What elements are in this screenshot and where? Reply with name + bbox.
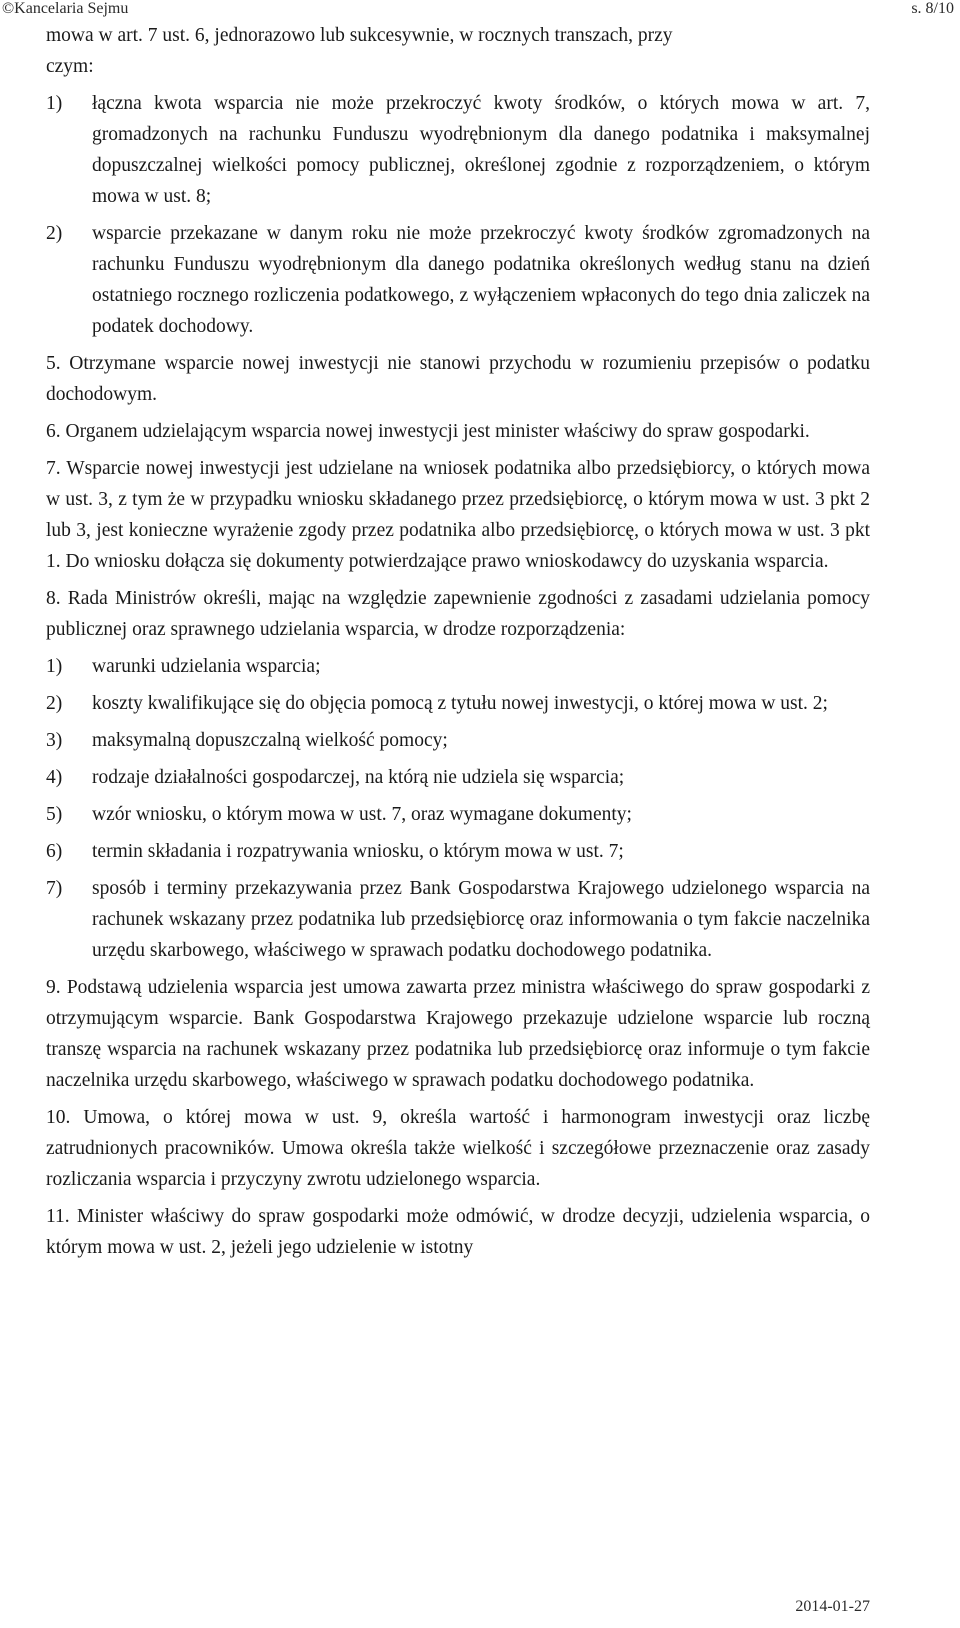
list-item (46, 799, 870, 830)
item-text: łączna kwota wsparcia nie może przekroczyć kwoty środków, o których mowa w art. 7, gromadzonych na rachunku Funduszu wyodrębnionym dla danego podatnika i maksymalnej dopuszczalnej wielkości pomocy publicznej, określonej zgodnie z rozporządzeniem, o którym mowa w ust. 8; (92, 93, 870, 207)
list-item (46, 836, 870, 867)
paragraph-text: Wsparcie nowej inwestycji jest udzielane na wniosek podatnika albo przedsiębiorcy, o których mowa w ust. 3, z tym że w przypadku wniosku składanego przez przedsiębiorcę, o którym mowa w ust. 3 pkt 2 lub 3, jest konieczne wyrażenie zgody przez podatnika albo przedsiębiorcę, o których mowa w ust. 3 pkt 1. Do wniosku dołącza się dokumenty potwierdzające prawo wnioskodawcy do uzyskania wsparcia. (46, 458, 870, 572)
item-text: wsparcie przekazane w danym roku nie może przekroczyć kwoty środków zgromadzonych na rachunku Funduszu wyodrębnionym dla danego podatnika określonych według stanu na dzień ostatniego rocznego rozliczenia podatkowego, z wyłączeniem wpłaconych do tego dnia zaliczek na podatek dochodowy. (92, 223, 870, 337)
list-item (46, 762, 870, 793)
item-number: 2) (46, 223, 63, 244)
paragraph-text: Umowa, o której mowa w ust. 9, określa wartość i harmonogram inwestycji oraz liczbę zatrudnionych pracowników. Umowa określa także wielkość i szczegółowe przeznaczenie oraz zasady rozliczania wsparcia i przyczyny zwrotu udzielonego wsparcia. (46, 1107, 870, 1190)
list-item (46, 651, 870, 682)
page-header (0, 0, 960, 22)
item-number: 3) (46, 730, 63, 751)
copyright-label: ©Kancelaria Sejmu (2, 0, 129, 17)
item-number: 1) (46, 656, 63, 677)
list-item (46, 88, 870, 212)
item-number: 4) (46, 767, 63, 788)
paragraph (46, 972, 870, 1096)
list-item (46, 725, 870, 756)
document-body (46, 20, 870, 1263)
paragraph-number: 11. (46, 1206, 70, 1227)
paragraph-text: Otrzymane wsparcie nowej inwestycji nie stanowi przychodu w rozumieniu przepisów o podatku dochodowym. (46, 353, 871, 405)
item-number: 1) (46, 93, 63, 114)
item-text: wzór wniosku, o którym mowa w ust. 7, oraz wymagane dokumenty; (92, 804, 632, 825)
paragraph-number: 10. (46, 1107, 71, 1128)
item-text: koszty kwalifikujące się do objęcia pomocą z tytułu nowej inwestycji, o której mowa w ust. 2; (92, 693, 828, 714)
paragraph-number: 9. (46, 977, 61, 998)
item-text: warunki udzielania wsparcia; (92, 656, 321, 677)
list-item (46, 873, 870, 966)
paragraph-text: Organem udzielającym wsparcia nowej inwestycji jest minister właściwy do spraw gospodarki. (65, 421, 810, 442)
paragraph-text: Podstawą udzielenia wsparcia jest umowa zawarta przez ministra właściwego do spraw gospodarki z otrzymującym wsparcie. Bank Gospodarstwa Krajowego przekazuje udzielone wsparcie lub roczną transzę wsparcia na rachunek wskazany przez podatnika lub przedsiębiorcę oraz informuje o tym fakcie naczelnika urzędu skarbowego, właściwego w sprawach podatku dochodowego podatnika. (46, 977, 871, 1091)
continuation-line: czym: (46, 56, 94, 77)
item-number: 2) (46, 693, 63, 714)
document-date: 2014-01-27 (795, 1598, 870, 1615)
paragraph (46, 583, 870, 645)
item-text: sposób i terminy przekazywania przez Bank Gospodarstwa Krajowego udzielonego wsparcia na rachunek wskazany przez podatnika lub przedsiębiorcę oraz informowania o tym fakcie naczelnika urzędu skarbowego, właściwego w sprawach podatku dochodowego podatnika. (92, 878, 870, 961)
paragraph (46, 1102, 870, 1195)
item-text: rodzaje działalności gospodarczej, na którą nie udziela się wsparcia; (92, 767, 625, 788)
item-number: 6) (46, 841, 63, 862)
paragraph (46, 348, 870, 410)
continuation-line: mowa w art. 7 ust. 6, jednorazowo lub sukcesywnie, w rocznych transzach, przy (46, 25, 673, 46)
paragraph-number: 5. (46, 353, 61, 374)
list-item (46, 688, 870, 719)
paragraph (46, 453, 870, 577)
paragraph-number: 8. (46, 588, 61, 609)
list-item (46, 218, 870, 342)
item-number: 5) (46, 804, 63, 825)
paragraph (46, 416, 870, 447)
item-number: 7) (46, 878, 63, 899)
item-text: maksymalną dopuszczalną wielkość pomocy; (92, 730, 448, 751)
paragraph-number: 7. (46, 458, 61, 479)
paragraph-number: 6. (46, 421, 61, 442)
paragraph-text: Minister właściwy do spraw gospodarki może odmówić, w drodze decyzji, udzielenia wsparcia, o którym mowa w ust. 2, jeżeli jego udzielenie w istotny (46, 1206, 870, 1258)
paragraph (46, 1201, 870, 1263)
item-text: termin składania i rozpatrywania wniosku, o którym mowa w ust. 7; (92, 841, 624, 862)
paragraph-text: Rada Ministrów określi, mając na względzie zapewnienie zgodności z zasadami udzielania pomocy publicznej oraz sprawnego udzielania wsparcia, w drodze rozporządzenia: (46, 588, 871, 640)
page-number: s. 8/10 (911, 0, 954, 17)
